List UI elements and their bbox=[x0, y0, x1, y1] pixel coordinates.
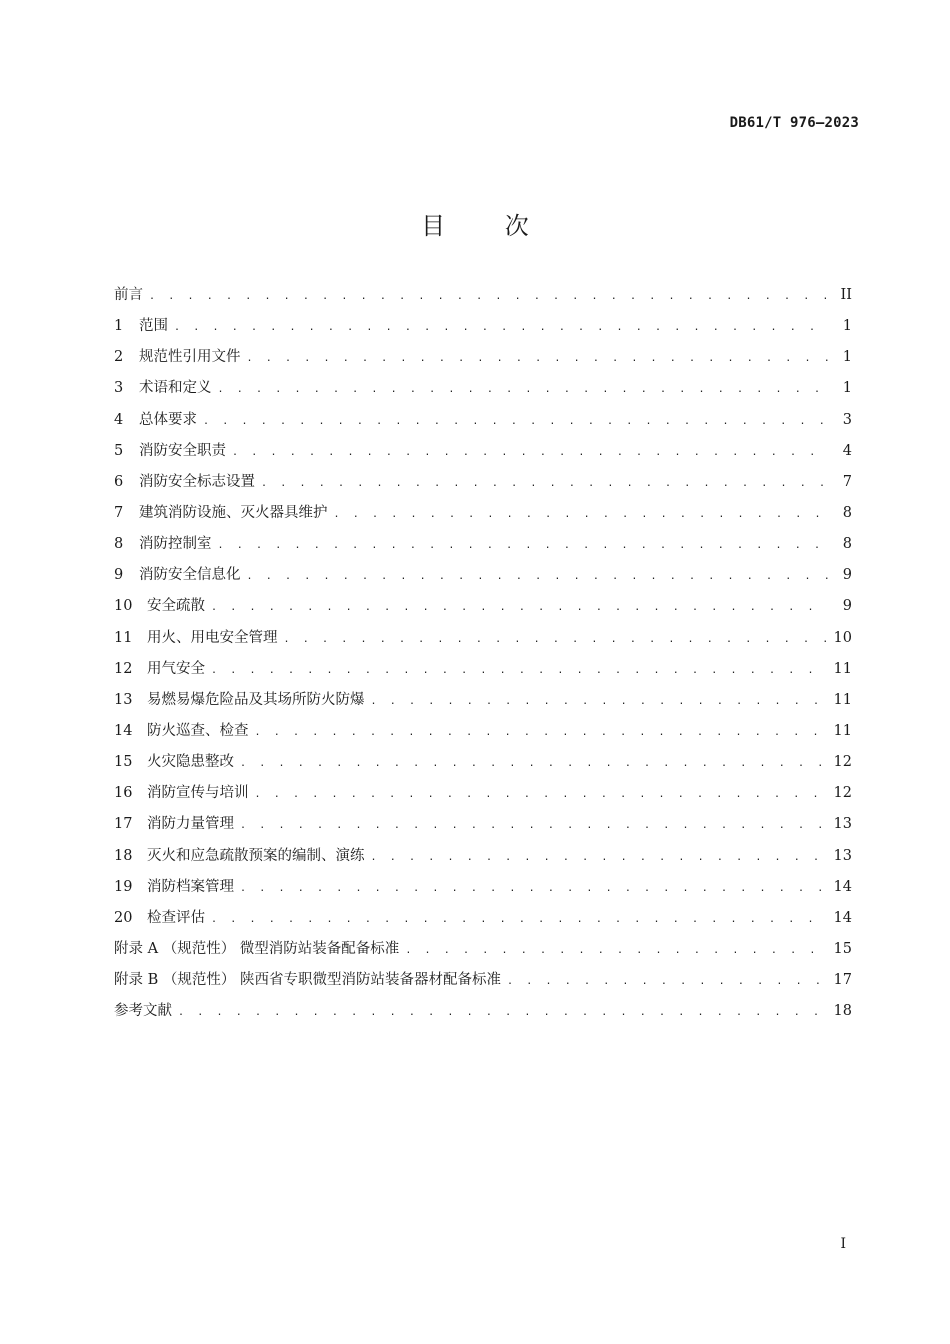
toc-entry-page: 17 bbox=[833, 972, 852, 989]
toc-entry[interactable] bbox=[114, 937, 852, 968]
toc-entry-page: 11 bbox=[833, 660, 852, 677]
toc-entry-label bbox=[114, 750, 234, 771]
toc-entry-label bbox=[114, 345, 241, 366]
toc-entry-label bbox=[114, 376, 212, 397]
toc-entry-page: 12 bbox=[833, 754, 852, 771]
toc-entry-number: 12 bbox=[114, 660, 133, 677]
toc-entry[interactable] bbox=[114, 750, 852, 781]
toc-entry[interactable] bbox=[114, 594, 852, 625]
toc-entry-text: 消防安全标志设置 bbox=[139, 473, 255, 490]
toc-entry-label bbox=[114, 781, 249, 802]
toc-entry-number: 17 bbox=[114, 816, 133, 833]
toc-entry-label bbox=[114, 688, 365, 709]
toc-entry[interactable] bbox=[114, 906, 852, 937]
toc-entry-label bbox=[114, 875, 234, 896]
toc-entry-page: 13 bbox=[833, 816, 852, 833]
toc-entry[interactable] bbox=[114, 688, 852, 719]
toc-entry-label bbox=[114, 657, 205, 678]
toc-entry[interactable] bbox=[114, 345, 852, 376]
dot-leader bbox=[174, 322, 828, 333]
toc-entry-text: 安全疏散 bbox=[147, 598, 205, 615]
toc-entry-page: 9 bbox=[842, 598, 852, 615]
toc-entry-text: 消防安全职责 bbox=[139, 442, 226, 459]
toc-entry-page: 11 bbox=[833, 722, 852, 739]
toc-entry[interactable] bbox=[114, 968, 852, 999]
toc-entry-text: 术语和定义 bbox=[139, 380, 212, 397]
toc-entry-page: 7 bbox=[842, 473, 852, 490]
toc-entry[interactable] bbox=[114, 719, 852, 750]
toc-entry-number: 14 bbox=[114, 722, 133, 739]
dot-leader bbox=[211, 602, 828, 613]
toc-entry-label bbox=[114, 501, 328, 522]
toc-entry-number: 19 bbox=[114, 878, 133, 895]
toc-entry-label bbox=[114, 594, 205, 615]
toc-entry-number: 4 bbox=[114, 411, 124, 428]
toc-entry-number: 6 bbox=[114, 473, 124, 490]
toc-entry-page: 4 bbox=[842, 442, 852, 459]
toc-entry[interactable] bbox=[114, 999, 852, 1030]
toc-entry-text: 易燃易爆危险品及其场所防火防爆 bbox=[147, 691, 365, 708]
toc-entry-number: 7 bbox=[114, 504, 124, 521]
toc-entry-label bbox=[114, 532, 212, 553]
toc-entry-label bbox=[114, 937, 399, 958]
toc-entry-number: 3 bbox=[114, 380, 124, 397]
toc-entry-text: 消防控制室 bbox=[139, 536, 212, 553]
toc-entry-number: 10 bbox=[114, 598, 133, 615]
toc-entry-text: 附录 B （规范性） 陕西省专职微型消防站装备器材配备标准 bbox=[114, 972, 501, 989]
dot-leader bbox=[405, 945, 827, 956]
toc-entry[interactable] bbox=[114, 314, 852, 345]
toc-entry-label bbox=[114, 470, 255, 491]
toc-entry-text: 消防宣传与培训 bbox=[147, 785, 249, 802]
toc-entry-text: 检查评估 bbox=[147, 909, 205, 926]
toc-entry-text: 用火、用电安全管理 bbox=[147, 629, 278, 646]
toc-entry-number: 16 bbox=[114, 785, 133, 802]
toc-entry-page: 14 bbox=[833, 878, 852, 895]
toc-entry-number: 2 bbox=[114, 349, 124, 366]
toc-entry-text: 消防安全信息化 bbox=[139, 567, 241, 584]
toc-entry[interactable] bbox=[114, 563, 852, 594]
dot-leader bbox=[507, 976, 828, 987]
toc-entry-page: 15 bbox=[833, 940, 852, 957]
toc-entry-page: 18 bbox=[833, 1003, 852, 1020]
toc-entry-text: 灭火和应急疏散预案的编制、演练 bbox=[147, 847, 365, 864]
toc-entry-page: II bbox=[840, 287, 852, 303]
toc-entry-label bbox=[114, 968, 501, 989]
dot-leader bbox=[211, 914, 828, 925]
toc-entry-number: 15 bbox=[114, 754, 133, 771]
toc-entry-page: 1 bbox=[842, 349, 852, 366]
toc-entry[interactable] bbox=[114, 781, 852, 812]
toc-entry-text: 参考文献 bbox=[114, 1003, 172, 1020]
toc-entry-page: 3 bbox=[842, 411, 852, 428]
toc-entry-text: 前言 bbox=[114, 287, 143, 303]
page-number: I bbox=[840, 1236, 846, 1252]
toc-entry-page: 1 bbox=[842, 380, 852, 397]
toc-entry[interactable] bbox=[114, 875, 852, 906]
toc-entry-number: 13 bbox=[114, 691, 133, 708]
toc-entry-number: 5 bbox=[114, 442, 124, 459]
toc-title: 目 次 bbox=[421, 212, 555, 240]
toc-entry-label bbox=[114, 626, 278, 647]
toc-entry-label bbox=[114, 314, 168, 335]
toc-entry[interactable] bbox=[114, 626, 852, 657]
toc-entry-text: 防火巡查、检查 bbox=[147, 722, 249, 739]
toc-entry[interactable] bbox=[114, 376, 852, 407]
toc-entry-page: 8 bbox=[842, 504, 852, 521]
toc-entry-number: 18 bbox=[114, 847, 133, 864]
toc-entry-label bbox=[114, 844, 365, 865]
dot-leader bbox=[149, 291, 828, 302]
toc-entry[interactable] bbox=[114, 657, 852, 688]
dot-leader bbox=[371, 696, 828, 707]
toc-entry-text: 消防力量管理 bbox=[147, 816, 234, 833]
dot-leader bbox=[255, 789, 828, 800]
dot-leader bbox=[203, 416, 828, 427]
toc-entry[interactable] bbox=[114, 532, 852, 563]
dot-leader bbox=[240, 758, 828, 769]
toc-entry-text: 总体要求 bbox=[139, 411, 197, 428]
dot-leader bbox=[232, 447, 828, 458]
dot-leader bbox=[240, 820, 828, 831]
dot-leader bbox=[261, 478, 828, 489]
toc-entry-page: 11 bbox=[833, 691, 852, 708]
toc-entry-page: 9 bbox=[842, 567, 852, 584]
toc-entry-label bbox=[114, 719, 249, 740]
toc-entry[interactable] bbox=[114, 470, 852, 501]
toc-entry-label bbox=[114, 439, 226, 460]
toc-entry[interactable] bbox=[114, 844, 852, 875]
toc-entry-number: 11 bbox=[114, 629, 133, 646]
toc-entry-label bbox=[114, 283, 143, 304]
toc-entry-text: 范围 bbox=[139, 318, 168, 335]
toc-entry-text: 消防档案管理 bbox=[147, 878, 234, 895]
toc-entry-number: 1 bbox=[114, 318, 124, 335]
dot-leader bbox=[218, 540, 829, 551]
toc-entry-label bbox=[114, 408, 197, 429]
toc-entry-label bbox=[114, 563, 241, 584]
toc-entry-page: 10 bbox=[833, 629, 852, 646]
toc-entry-text: 附录 A （规范性） 微型消防站装备配备标准 bbox=[114, 940, 400, 957]
dot-leader bbox=[178, 1007, 828, 1018]
toc-entry-label bbox=[114, 812, 234, 833]
toc-entry-page: 12 bbox=[833, 785, 852, 802]
toc-entry-text: 规范性引用文件 bbox=[139, 349, 241, 366]
toc-entry-label bbox=[114, 906, 205, 927]
toc-entry-page: 1 bbox=[842, 318, 852, 335]
toc-entry-text: 用气安全 bbox=[147, 660, 205, 677]
dot-leader bbox=[240, 883, 828, 894]
toc-entry-page: 13 bbox=[833, 847, 852, 864]
toc-entry-page: 14 bbox=[833, 909, 852, 926]
dot-leader bbox=[334, 509, 829, 520]
toc-entry-text: 建筑消防设施、灭火器具维护 bbox=[139, 504, 328, 521]
dot-leader bbox=[255, 727, 828, 738]
toc-entry[interactable] bbox=[114, 439, 852, 470]
toc-entry-text: 火灾隐患整改 bbox=[147, 754, 234, 771]
dot-leader bbox=[284, 634, 828, 645]
toc-entry[interactable] bbox=[114, 812, 852, 843]
table-of-contents bbox=[114, 283, 852, 1030]
dot-leader bbox=[218, 384, 829, 395]
toc-entry-label bbox=[114, 999, 172, 1020]
toc-entry[interactable] bbox=[114, 501, 852, 532]
toc-entry-page: 8 bbox=[842, 536, 852, 553]
dot-leader bbox=[211, 665, 828, 676]
toc-entry[interactable] bbox=[114, 283, 852, 314]
document-code: DB61/T 976—2023 bbox=[729, 115, 859, 131]
toc-entry-number: 8 bbox=[114, 536, 124, 553]
dot-leader bbox=[371, 852, 828, 863]
toc-entry-number: 20 bbox=[114, 909, 133, 926]
toc-entry-number: 9 bbox=[114, 567, 124, 584]
toc-entry[interactable] bbox=[114, 408, 852, 439]
dot-leader bbox=[247, 571, 829, 582]
dot-leader bbox=[247, 353, 829, 364]
